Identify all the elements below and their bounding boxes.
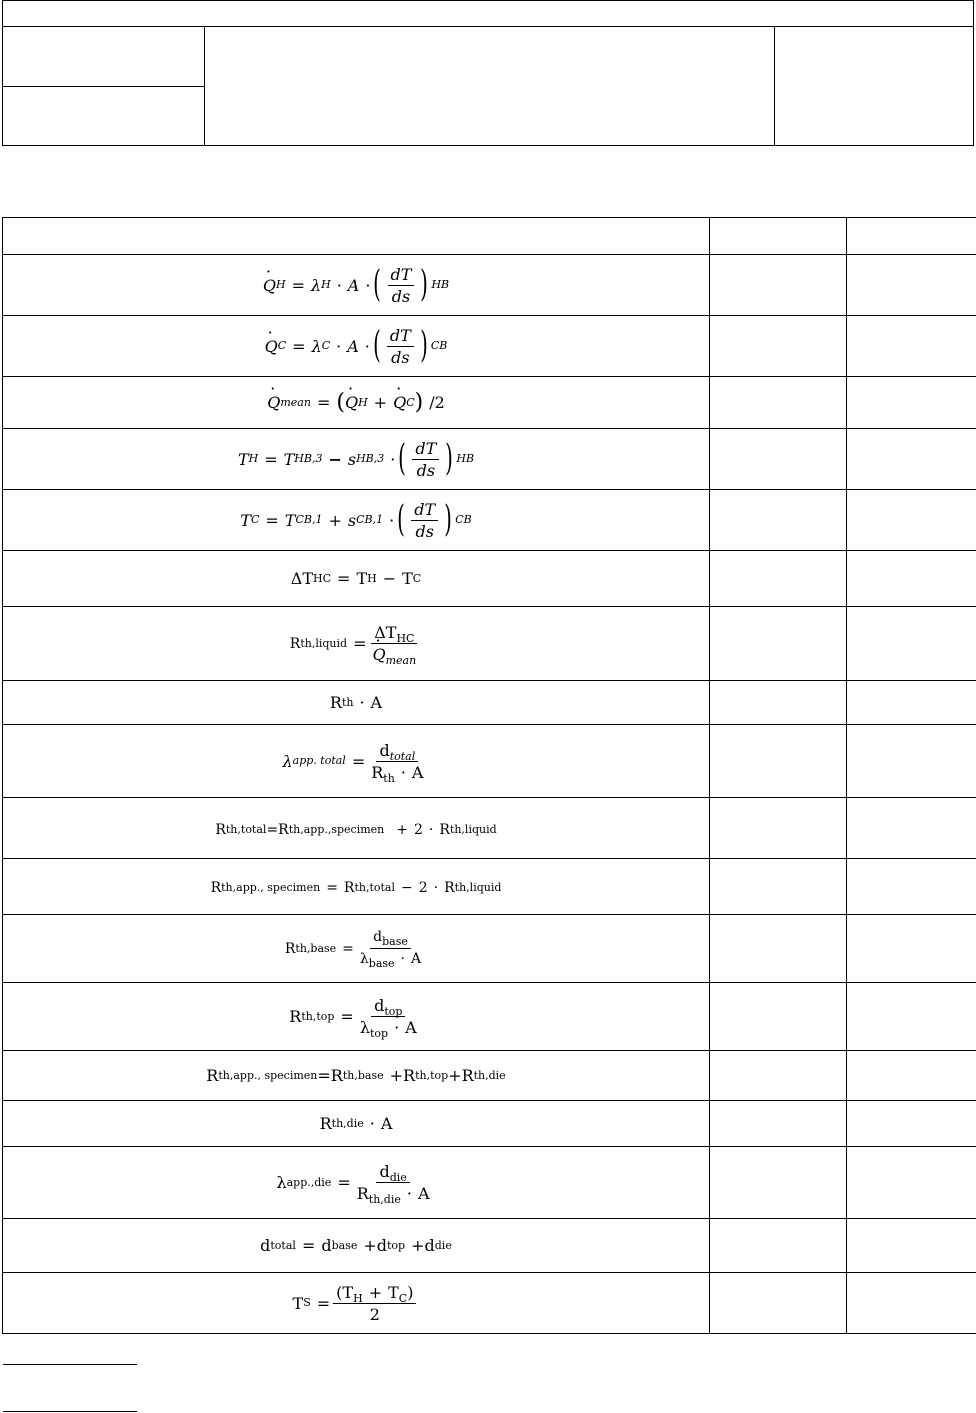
unit-cell	[847, 859, 976, 915]
table-row	[3, 1219, 976, 1273]
unit-cell	[847, 798, 976, 859]
value-cell	[710, 429, 847, 490]
header-cell	[3, 218, 710, 255]
equation-temperature-difference: Δ T HC = T H − T C	[3, 551, 710, 607]
value-cell	[710, 1051, 847, 1101]
value-cell	[710, 915, 847, 983]
value-cell	[710, 681, 847, 725]
unit-cell	[847, 316, 976, 377]
value-cell	[710, 1101, 847, 1147]
value-cell	[710, 1273, 847, 1334]
header-cell	[710, 218, 847, 255]
table-row	[3, 316, 976, 377]
equation-resistance-total: R th,total = R th,app.,specimen + 2 · R th,liquid	[3, 798, 710, 859]
unit-cell	[847, 915, 976, 983]
unit-cell	[847, 1147, 976, 1219]
value-cell	[710, 490, 847, 551]
unit-cell	[847, 983, 976, 1051]
unit-cell	[847, 490, 976, 551]
unit-cell	[847, 607, 976, 681]
equation-area-resistance-die: R th,die · A	[3, 1101, 710, 1147]
equation-resistance-specimen-sum: R th,app., specimen = R th,base + R th,top + R th,die	[3, 1051, 710, 1101]
value-cell	[710, 255, 847, 316]
header-divider-right	[774, 26, 775, 145]
equation-area-resistance: R th · A	[3, 681, 710, 725]
equation-apparent-conductivity-total: λ app. total = $d_{total}$ $R_{th} \cdot A$	[3, 725, 710, 798]
unit-cell	[847, 1101, 976, 1147]
unit-cell	[847, 681, 976, 725]
table-row	[3, 1101, 976, 1147]
header-top-row	[3, 1, 973, 27]
equation-apparent-conductivity-die: λ app.,die = $d_{die}$ $R_{th,die} \cdot A$	[3, 1147, 710, 1219]
unit-cell	[847, 1219, 976, 1273]
table-header-row	[3, 218, 976, 255]
table-row	[3, 490, 976, 551]
value-cell	[710, 607, 847, 681]
table-row	[3, 681, 976, 725]
unit-cell	[847, 1273, 976, 1334]
table-row	[3, 1273, 976, 1334]
header-divider-horizontal	[3, 86, 204, 87]
value-cell	[710, 725, 847, 798]
equation-resistance-top: R th,top = $d_{top}$ $\lambda_{top} \cdot A$	[3, 983, 710, 1051]
value-cell	[710, 983, 847, 1051]
header-divider-left	[204, 26, 205, 145]
unit-cell	[847, 429, 976, 490]
header-cell	[847, 218, 976, 255]
table-row	[3, 983, 976, 1051]
unit-cell	[847, 551, 976, 607]
value-cell	[710, 316, 847, 377]
equation-thickness-total: d total = d base + d top + d die	[3, 1219, 710, 1273]
table-row	[3, 1051, 976, 1101]
footnote-separator	[3, 1364, 137, 1365]
table-row	[3, 915, 976, 983]
footnote-separator	[3, 1411, 137, 1412]
table-row	[3, 377, 976, 429]
unit-cell	[847, 1051, 976, 1101]
equations-table	[2, 217, 976, 1334]
table-row	[3, 255, 976, 316]
unit-cell	[847, 255, 976, 316]
equation-heat-flow-mean: · Q mean = ( · Q H + · Q C ) /2	[3, 377, 710, 429]
equation-resistance-specimen: R th,app., specimen = R th,total − 2 · R th,liquid	[3, 859, 710, 915]
value-cell	[710, 377, 847, 429]
equation-temperature-cold: T C = T CB,1 + s CB,1 · ( dT ds ) CB	[3, 490, 710, 551]
table-row	[3, 551, 976, 607]
value-cell	[710, 1219, 847, 1273]
table-row	[3, 859, 976, 915]
value-cell	[710, 551, 847, 607]
equation-temperature-hot: T H = T HB,3 − s HB,3 · ( dT ds ) HB	[3, 429, 710, 490]
equation-specimen-temperature: T S = $\frac{(T_H + T_C)}{2}$	[3, 1273, 710, 1334]
header-table	[2, 0, 974, 146]
unit-cell	[847, 377, 976, 429]
table-row	[3, 725, 976, 798]
equation-heat-flow-hot: · Q H = λ H · A · ( dT ds ) HB	[3, 255, 710, 316]
value-cell	[710, 859, 847, 915]
table-row	[3, 607, 976, 681]
table-row	[3, 429, 976, 490]
table-row	[3, 798, 976, 859]
value-cell	[710, 798, 847, 859]
value-cell	[710, 1147, 847, 1219]
unit-cell	[847, 725, 976, 798]
equation-heat-flow-cold: · Q C = λ C · A · ( dT ds ) CB	[3, 316, 710, 377]
equation-resistance-base: R th,base = $d_{base}$ $\lambda_{base} \cdot A$	[3, 915, 710, 983]
table-row	[3, 1147, 976, 1219]
equation-resistance-liquid: R th,liquid = $\Delta T_{HC}$ · $Q_{mean}$	[3, 607, 710, 681]
